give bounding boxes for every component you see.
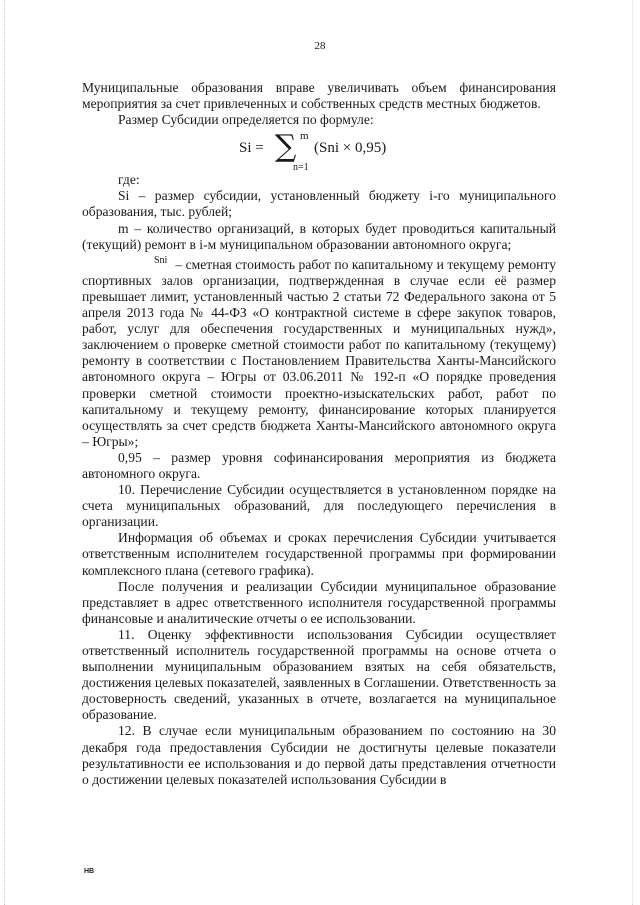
scan-edge-right <box>632 0 634 905</box>
paragraph-where: где: <box>118 172 140 188</box>
summation-upper-limit: m <box>300 130 309 143</box>
paragraph-12: 12. В случае если муниципальным образованием по состоянию на 30 декабря года предоставления Субсидии не достигнуты целевые показатели результативности ее использования и до первой даты представления отчетности о достижении целевых показателей использования Субсидии в <box>82 723 556 787</box>
paragraph-11: 11. Оценку эффективности использования Субсидии осуществляет ответственный исполнитель государственной программы на основе отчета о выполнении муниципальным образованием взятых на себя обязательств, достижения целевых показателей, заявленных в Соглашении. Ответственность за достоверность сведений, указанных в отчете, возлагается на муниципальное образование. <box>82 626 556 723</box>
definition-si: Si – размер субсидии, установленный бюджету i-го муниципального образования, тыс. рублей; <box>82 188 556 220</box>
definition-095: 0,95 – размер уровня софинансирования мероприятия из бюджета автономного округа. <box>82 449 556 481</box>
paragraph-after-receipt: После получения и реализации Субсидии муниципальное образование представляет в адрес ответственного исполнителя государственной программы финансовые и аналитические отчеты о ее использовании. <box>82 578 556 626</box>
definition-m: m – количество организаций, в которых будет проводиться капитальный (текущий) ремонт в i-м муниципальном образовании автономного округа; <box>82 220 556 252</box>
paragraph-10: 10. Перечисление Субсидии осуществляется в установленном порядке на счета муниципальных образований, для последующего перечисления в организации. <box>82 482 556 530</box>
formula-rhs: (Sni × 0,95) <box>314 140 387 157</box>
summation-lower-limit: n=1 <box>293 162 309 174</box>
scan-edge-left <box>4 0 6 905</box>
page-number: 28 <box>314 40 326 52</box>
document-body <box>82 80 556 788</box>
sni-symbol: Sni <box>154 254 168 266</box>
formula-lhs: Si = <box>239 140 264 157</box>
definition-sni <box>82 253 556 450</box>
paragraph-financing: Муниципальные образования вправе увеличивать объем финансирования мероприятия за счет привлеченных и собственных средств местных бюджетов. <box>82 80 556 112</box>
definition-sni-text: – сметная стоимость работ по капитальному и текущему ремонту спортивных залов организации, подтвержденная в случае если её размер превышает лимит, установленный частью 2 статьи 72 Федерального закона от 5 апреля 2013 года № 44-ФЗ «О контрактной системе в сфере закупок товаров, работ, услуг для обеспечения государственных и муниципальных нужд», заключением о проверке сметной стоимости работ по капитальному (текущему) ремонту в соответствии с Постановлением Правительства Ханты-Мансийского автономного округа – Югры от 03.06.2011 № 192-п «О порядке проведения проверки сметной стоимости проектно-изыскательских работ, работ по капитальному и текущему ремонту, финансирование которых планируется осуществлять за счет средств бюджета Ханты-Мансийского автономного округа – Югры»; <box>82 256 556 449</box>
summation-symbol: ∑ <box>275 129 297 165</box>
subsidy-formula <box>82 128 556 172</box>
paragraph-formula-intro: Размер Субсидии определяется по формуле: <box>118 112 374 128</box>
footer-mark: НВ <box>84 868 95 875</box>
paragraph-info: Информация об объемах и сроках перечисления Субсидии учитывается ответственным исполнителем государственной программы при формировании комплексного плана (сетевого графика). <box>82 530 556 578</box>
